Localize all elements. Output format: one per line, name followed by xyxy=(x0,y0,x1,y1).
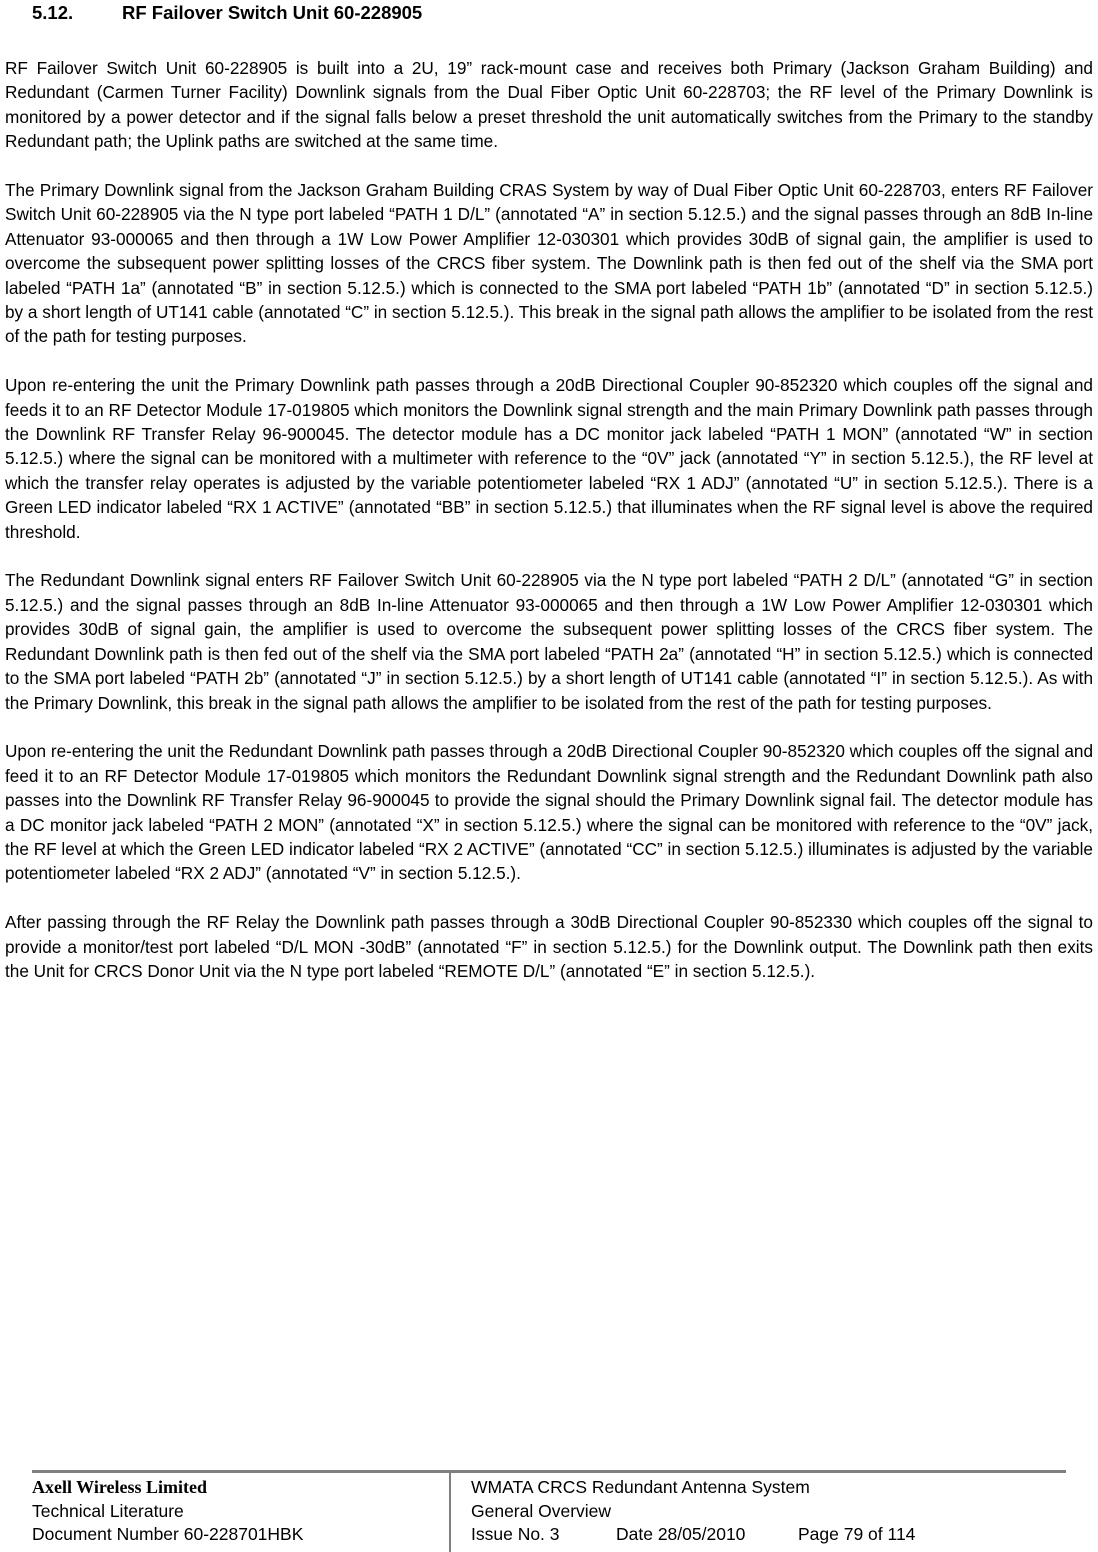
footer-divider xyxy=(449,1470,451,1552)
footer-issue: Issue No. 3 xyxy=(471,1524,560,1544)
footer-right xyxy=(471,1476,915,1547)
footer-left xyxy=(32,1476,303,1547)
paragraph-overview: RF Failover Switch Unit 60-228905 is built into a 2U, 19” rack-mount case and receives both Primary (Jackson Graham Building) and Redundant (Carmen Turner Facility) Downlink signals from the Dual Fiber Optic Unit 60-228703; the RF level of the Primary Downlink is monitored by a power detector and if the signal falls below a preset threshold the unit automatically switches from the Primary to the standby Redundant path; the Uplink paths are switched at the same time. xyxy=(5,58,1093,152)
paragraph-redundant-reentry: Upon re-entering the unit the Redundant Downlink path passes through a 20dB Directional Coupler 90-852320 which couples off the signal and feed it to an RF Detector Module 17-019805 which monitors the Redundant Downlink signal strength and the Redundant Downlink path also passes into the Downlink RF Transfer Relay 96-900045 to provide the signal should the Primary Downlink signal fail. The detector module has a DC monitor jack labeled “PATH 2 MON” (annotated “X” in section 5.12.5.) where the signal can be monitored with reference to the “0V” jack, the RF level at which the Green LED indicator labeled “RX 2 ACTIVE” (annotated “CC” in section 5.12.5.) illuminates is adjusted by the variable potentiometer labeled “RX 2 ADJ” (annotated “V” in section 5.12.5.). xyxy=(5,741,1093,884)
footer-doc-number: Document Number 60-228701HBK xyxy=(32,1524,304,1544)
footer-issue-row xyxy=(471,1523,915,1547)
paragraph-rf-relay-output: After passing through the RF Relay the Downlink path passes through a 30dB Directional Coupler 90-852330 which couples off the signal to provide a monitor/test port labeled “D/L MON -30dB” (annotated “F” in section 5.12.5.) for the Downlink output. The Downlink path then exits the Unit for CRCS Donor Unit via the N type port labeled “REMOTE D/L” (annotated “E” in section 5.12.5.). xyxy=(5,912,1093,981)
section-heading xyxy=(32,2,422,24)
footer-company: Axell Wireless Limited xyxy=(32,1477,207,1497)
paragraph-redundant-downlink: The Redundant Downlink signal enters RF Failover Switch Unit 60-228905 via the N type port labeled “PATH 2 D/L” (annotated “G” in section 5.12.5.) and the signal passes through an 8dB In-line Attenuator 93-000065 and then through a 1W Low Power Amplifier 12-030301 which provides 30dB of signal gain, the amplifier is used to overcome the subsequent power splitting losses of the CRCS fiber system. The Redundant Downlink path is then fed out of the shelf via the SMA port labeled “PATH 2a” (annotated “H” in section 5.12.5.) which is connected to the SMA port labeled “PATH 2b” (annotated “J” in section 5.12.5.) by a short length of UT141 cable (annotated “I” in section 5.12.5.). As with the Primary Downlink, this break in the signal path allows the amplifier to be isolated from the rest of the path for testing purposes. xyxy=(5,570,1093,713)
paragraph-primary-reentry: Upon re-entering the unit the Primary Downlink path passes through a 20dB Directional Coupler 90-852320 which couples off the signal and feeds it to an RF Detector Module 17-019805 which monitors the Downlink signal strength and the main Primary Downlink path passes through the Downlink RF Transfer Relay 96-900045. The detector module has a DC monitor jack labeled “PATH 1 MON” (annotated “W” in section 5.12.5.) where the signal can be monitored with a multimeter with reference to the “0V” jack (annotated “Y” in section 5.12.5.), the RF level at which the transfer relay operates is adjusted by the variable potentiometer labeled “RX 1 ADJ” (annotated “U” in section 5.12.5.). There is a Green LED indicator labeled “RX 1 ACTIVE” (annotated “BB” in section 5.12.5.) that illuminates when the RF signal level is above the required threshold. xyxy=(5,375,1093,542)
paragraph-primary-downlink: The Primary Downlink signal from the Jackson Graham Building CRAS System by way of Dual Fiber Optic Unit 60-228703, enters RF Failover Switch Unit 60-228905 via the N type port labeled “PATH 1 D/L” (annotated “A” in section 5.12.5.) and the signal passes through an 8dB In-line Attenuator 93-000065 and then through a 1W Low Power Amplifier 12-030301 which provides 30dB of signal gain, the amplifier is used to overcome the subsequent power splitting losses of the CRCS fiber system. The Downlink path is then fed out of the shelf via the SMA port labeled “PATH 1a” (annotated “B” in section 5.12.5.) which is connected to the SMA port labeled “PATH 1b” (annotated “D” in section 5.12.5.) by a short length of UT141 cable (annotated “C” in section 5.12.5.). This break in the signal path allows the amplifier to be isolated from the rest of the path for testing purposes. xyxy=(5,180,1093,347)
footer-overview: General Overview xyxy=(471,1500,612,1521)
body-text xyxy=(5,56,1093,1008)
footer-system-title: WMATA CRCS Redundant Antenna System xyxy=(471,1477,810,1497)
section-title: RF Failover Switch Unit 60-228905 xyxy=(122,2,423,23)
section-number: 5.12. xyxy=(32,2,74,23)
footer-literature: Technical Literature xyxy=(32,1500,184,1521)
footer-rule xyxy=(32,1470,1066,1473)
footer-date: Date 28/05/2010 xyxy=(616,1524,746,1544)
footer-page-number: Page 79 of 114 xyxy=(798,1524,916,1544)
